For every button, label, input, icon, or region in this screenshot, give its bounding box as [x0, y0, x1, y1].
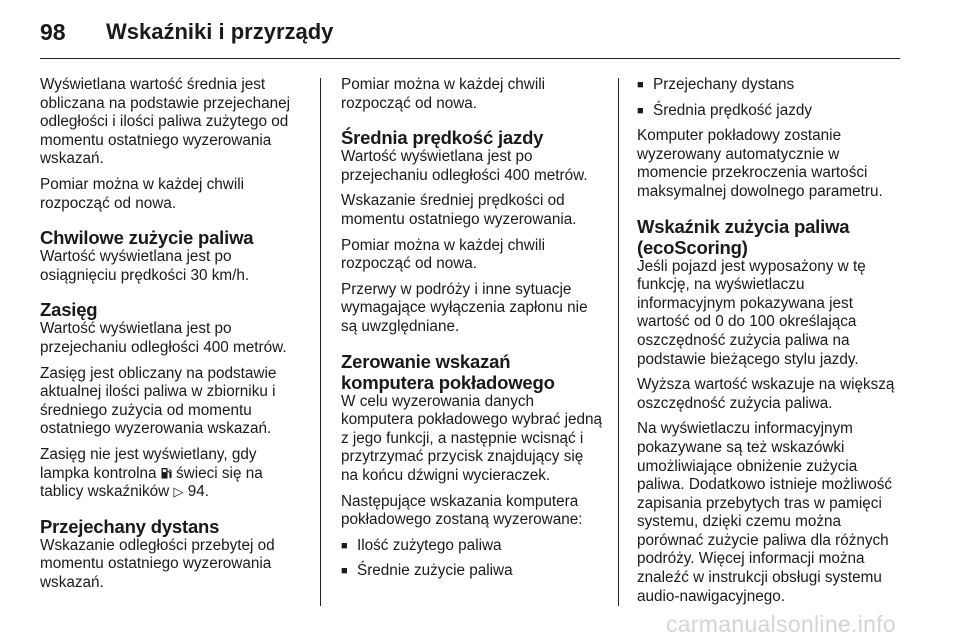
paragraph: Zasięg jest obliczany na podstawie aktualnej ilości paliwa w zbiorniku i średniego zużycia od momentu ostatniego wyzerowania wskazań.	[40, 364, 277, 438]
column-2	[341, 76, 603, 588]
reset-list	[341, 537, 603, 581]
list-item: ■ Ilość zużytego paliwa	[341, 537, 603, 556]
paragraph: Wyświetlana wartość średnia jest obliczana na podstawie przejechanej odległości i ilości paliwa zużytego od momentu ostatniego wyzerowania wskazań.	[40, 76, 291, 168]
paragraph: Wartość wyświetlana jest po przejechaniu odległości 400 metrów.	[40, 320, 287, 356]
list-item: ■ Przejechany dystans	[637, 76, 899, 95]
column-1	[40, 76, 302, 599]
paragraph: Przerwy w podróży i inne sytuacje wymagające wyłączenia zapłonu nie są uwzględniane.	[341, 280, 588, 335]
header-rule	[40, 58, 900, 59]
section-heading-distance: Przejechany dystans	[40, 515, 220, 537]
paragraph: Wyższa wartość wskazuje na większą oszczędność zużycia paliwa.	[637, 376, 895, 412]
reset-list-continued	[637, 76, 899, 120]
paragraph-range-warning: Zasięg nie jest wyświetlany, gdy lampka kontrolna świeci się na tablicy wskaźników ▷ 94.	[40, 445, 263, 501]
section-heading-range: Zasięg	[40, 299, 98, 321]
fuel-pump-icon	[161, 467, 172, 479]
paragraph: Na wyświetlaczu informacyjnym pokazywane są też wskazówki umożliwiające obniżenie zużycia paliwa. Dodatkowo istnieje możliwość zapisania przebytych tras w pamięci systemu, dzięki czemu można porównać zużycie paliwa dla różnych podróży. Więcej informacji można znaleźć w instrukcji obsługi systemu audio-nawigacyjnego.	[637, 420, 893, 605]
section-heading-instant-consumption: Chwilowe zużycie paliwa	[40, 227, 254, 249]
paragraph: Wartość wyświetlana jest po osiągnięciu prędkości 30 km/h.	[40, 248, 250, 284]
paragraph: Wartość wyświetlana jest po przejechaniu odległości 400 metrów.	[341, 148, 588, 184]
paragraph: Pomiar można w każdej chwili rozpocząć od nowa.	[341, 76, 546, 112]
watermark: carmanualsonline.info	[665, 611, 896, 637]
page-number: 98	[40, 18, 66, 45]
list-item: ■ Średnia prędkość jazdy	[637, 102, 899, 121]
column-3	[637, 76, 899, 613]
section-heading-average-speed: Średnia prędkość jazdy	[341, 127, 544, 149]
list-item: ■ Średnie zużycie paliwa	[341, 562, 603, 581]
paragraph: Następujące wskazania komputera pokładowego zostaną wyzerowane:	[341, 492, 583, 529]
page-reference-link[interactable]: 94.	[187, 483, 209, 501]
paragraph: Wskazanie odległości przebytej od momentu ostatniego wyzerowania wskazań.	[40, 536, 275, 591]
paragraph: Jeśli pojazd jest wyposażony w tę funkcję, na wyświetlaczu informacyjnym pokazywana jest wartość od 0 do 100 określająca oszczędność zużycia paliwa na podstawie bieżącego stylu jazdy.	[637, 257, 866, 368]
section-heading-ecoscoring: Wskaźnik zużycia paliwa (ecoScoring)	[637, 215, 850, 258]
section-heading-reset: Zerowanie wskazań komputera pokładowego	[341, 350, 555, 393]
paragraph: Pomiar można w każdej chwili rozpocząć od nowa.	[40, 175, 245, 212]
page-title: Wskaźniki i przyrządy	[106, 19, 334, 44]
paragraph: Komputer pokładowy zostanie wyzerowany automatycznie w momencie przekroczenia wartości maksymalnej dowolnego parametru.	[637, 127, 883, 200]
paragraph: W celu wyzerowania danych komputera pokładowego wybrać jedną z jego funkcji, a następnie wcisnąć i przytrzymać przycisk znajdujący się na końcu dźwigni wycieraczek.	[341, 392, 603, 484]
reference-arrow-icon: ▷	[173, 484, 184, 500]
column-divider-1	[320, 78, 321, 606]
column-divider-2	[618, 78, 619, 606]
paragraph: Pomiar można w każdej chwili rozpocząć od nowa.	[341, 236, 546, 273]
page-header	[40, 14, 333, 50]
paragraph: Wskazanie średniej prędkości od momentu ostatniego wyzerowania.	[341, 192, 577, 228]
